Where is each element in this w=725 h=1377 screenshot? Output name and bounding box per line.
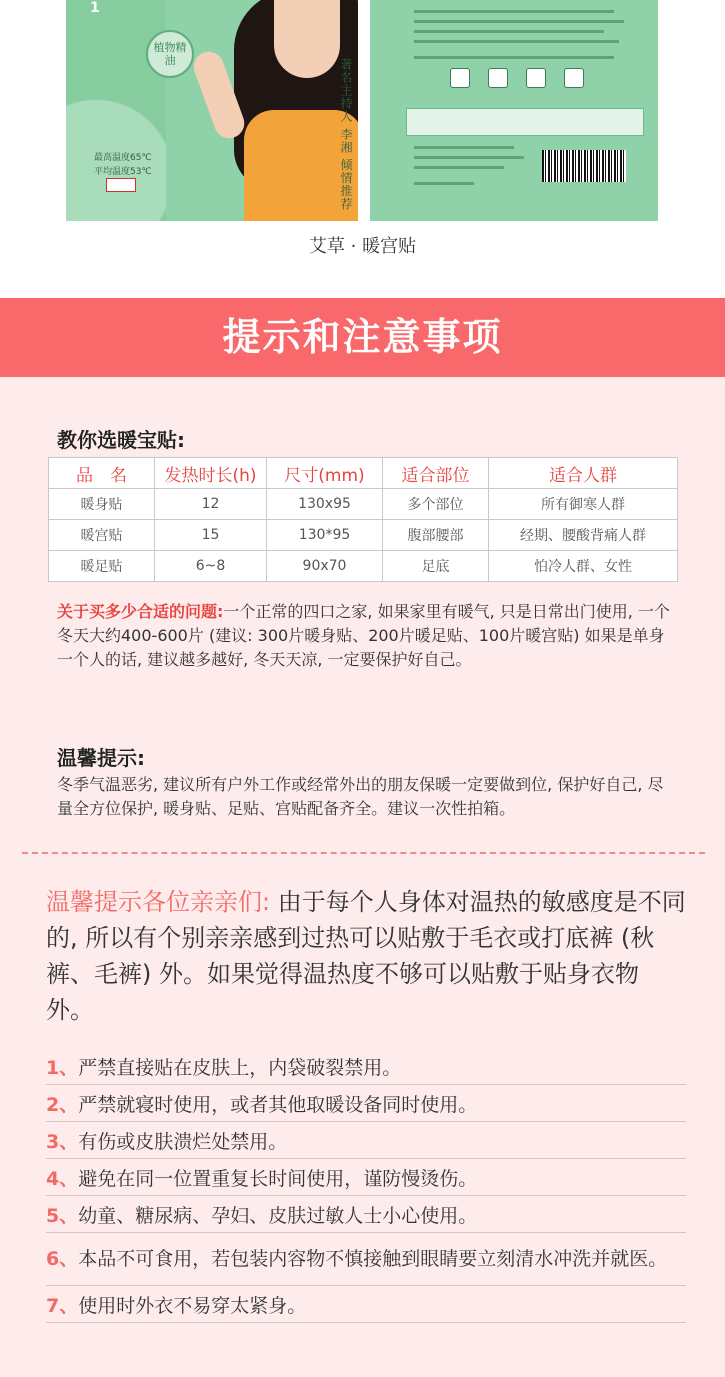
purchase-note-label: 关于买多少合适的问题:	[57, 602, 224, 621]
table-header: 尺寸(mm)	[267, 458, 383, 489]
list-item-text: 避免在同一位置重复长时间使用，谨防慢烫伤。	[78, 1167, 478, 1190]
avg-temp-text: 平均温度53℃	[94, 167, 152, 177]
table-cell: 腹部腰部	[383, 520, 489, 551]
cotton-icon	[488, 68, 508, 88]
table-cell: 足底	[383, 551, 489, 582]
list-item-number: 5、	[46, 1204, 79, 1227]
table-cell: 暖身贴	[49, 489, 155, 520]
reminder-paragraph	[46, 884, 686, 1028]
warm-tip-text: 冬季气温恶劣, 建议所有户外工作或经常外出的朋友保暖一定要做到位, 保护好自己, 尽量全方位保护, 暖身贴、足贴、宫贴配备齐全。建议一次性拍箱。	[57, 775, 664, 818]
list-item	[46, 1159, 686, 1196]
list-item-text: 严禁就寝时使用，或者其他取暖设备同时使用。	[78, 1093, 478, 1116]
notice-panel	[406, 108, 644, 136]
plant-oil-badge: 植物精油	[146, 30, 194, 78]
table-cell: 所有御寒人群	[489, 489, 678, 520]
table-row	[49, 520, 678, 551]
package-count: 1	[90, 0, 100, 16]
list-item	[46, 1286, 686, 1323]
dashed-divider	[22, 852, 705, 854]
smile-icon	[526, 68, 546, 88]
table-header: 发热时长(h)	[155, 458, 267, 489]
table-cell: 90x70	[267, 551, 383, 582]
list-item-text: 有伤或皮肤溃烂处禁用。	[78, 1130, 288, 1153]
model-photo	[214, 0, 358, 221]
product-images	[0, 0, 725, 298]
list-item	[46, 1122, 686, 1159]
table-row	[49, 489, 678, 520]
package-front-image	[66, 0, 358, 221]
thermometer-icon	[450, 68, 470, 88]
table-cell: 怕冷人群、女性	[489, 551, 678, 582]
table-header: 品 名	[49, 458, 155, 489]
list-item-text: 使用时外衣不易穿太紧身。	[78, 1294, 307, 1317]
list-item-number: 2、	[46, 1093, 79, 1116]
rules-list	[46, 1048, 686, 1323]
list-item-text: 严禁直接贴在皮肤上，内袋破裂禁用。	[78, 1056, 402, 1079]
list-item	[46, 1196, 686, 1233]
table-cell: 130*95	[267, 520, 383, 551]
list-item	[46, 1085, 686, 1122]
table-row	[49, 551, 678, 582]
list-item	[46, 1048, 686, 1085]
usage-icons	[450, 68, 584, 88]
reminder-text: 由于每个人身体对温热的敏感度是不同的, 所以有个别亲亲感到过热可以贴敷于毛衣或打底裤 (秋裤、毛裤) 外。如果觉得温热度不够可以贴敷于贴身衣物外。	[46, 888, 686, 1024]
list-item-number: 6、	[46, 1248, 79, 1270]
table-cell: 12	[155, 489, 267, 520]
list-item	[46, 1233, 686, 1286]
list-item-number: 4、	[46, 1167, 79, 1190]
warm-tip-title: 温馨提示:	[57, 746, 145, 770]
list-item-number: 1、	[46, 1056, 79, 1079]
table-cell: 经期、腰酸背痛人群	[489, 520, 678, 551]
table-header: 适合人群	[489, 458, 678, 489]
package-back-image	[370, 0, 658, 221]
product-table	[48, 457, 678, 582]
barcode-icon	[542, 150, 626, 182]
table-section-title: 教你选暖宝贴:	[57, 428, 185, 452]
list-item-text: 本品不可食用，若包装内容物不慎接触到眼睛要立刻清水冲洗并就医。	[78, 1248, 668, 1270]
endorsement-text: 著名主持人 李湘 倾情推荐	[339, 58, 353, 211]
table-cell: 暖宫贴	[49, 520, 155, 551]
max-temp-text: 最高温度65℃	[94, 153, 152, 163]
product-caption: 艾草 · 暖宫贴	[308, 236, 417, 257]
list-item-number: 7、	[46, 1294, 79, 1317]
table-header: 适合部位	[383, 458, 489, 489]
table-cell: 6~8	[155, 551, 267, 582]
clock-icon	[564, 68, 584, 88]
table-cell: 130x95	[267, 489, 383, 520]
table-cell: 暖足贴	[49, 551, 155, 582]
list-item-text: 幼童、糖尿病、孕妇、皮肤过敏人士小心使用。	[78, 1204, 478, 1227]
reminder-label: 温馨提示各位亲亲们:	[46, 888, 271, 916]
table-cell: 多个部位	[383, 489, 489, 520]
purchase-note-text: 一个正常的四口之家, 如果家里有暖气, 只是日常出门使用, 一个冬天大约400-600片 (建议: 300片暖身贴、200片暖足贴、100片暖宫贴) 如果是单身一个人的话, 建议越多越好, 冬天天凉, 一定要保护好自己。	[57, 602, 670, 669]
section-banner: 提示和注意事项	[0, 298, 725, 377]
list-item-number: 3、	[46, 1130, 79, 1153]
purchase-note	[57, 600, 675, 672]
table-cell: 15	[155, 520, 267, 551]
warning-label	[106, 178, 136, 192]
table-header-row	[49, 458, 678, 489]
